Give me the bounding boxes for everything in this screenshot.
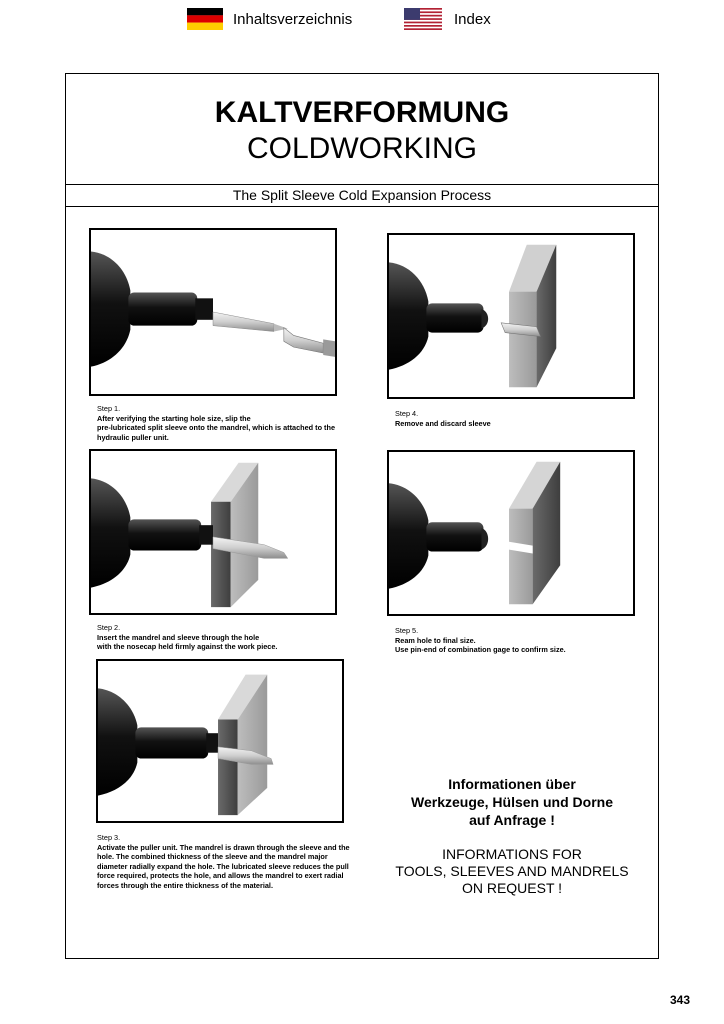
- step-4-caption: [395, 409, 640, 428]
- step-1-illustration: [89, 228, 337, 396]
- step-5-number: Step 5.: [395, 626, 419, 635]
- page-number: 343: [669, 993, 690, 1007]
- step-1-caption: [97, 404, 342, 442]
- info-en-line-1: INFORMATIONS FOR: [442, 846, 582, 862]
- step-2-caption: [97, 623, 342, 652]
- step-2-illustration: [89, 449, 337, 615]
- info-de-line-3: auf Anfrage !: [469, 812, 555, 828]
- step-2-number: Step 2.: [97, 623, 121, 632]
- step-5-illustration: [387, 450, 635, 616]
- step-3-number: Step 3.: [97, 833, 121, 842]
- step-4-illustration: [387, 233, 635, 399]
- usa-flag-icon: [402, 8, 444, 30]
- page-title-german: KALTVERFORMUNG: [214, 96, 510, 129]
- germany-flag-icon: [187, 8, 223, 30]
- ream-hole-illustration: [389, 452, 633, 614]
- step-5-caption: [395, 626, 640, 655]
- remove-sleeve-illustration: [389, 235, 633, 397]
- page-title-english: COLDWORKING: [246, 132, 477, 165]
- step-1-number: Step 1.: [97, 404, 121, 413]
- step-5-text: Ream hole to final size. Use pin-end of combination gage to confirm size.: [395, 635, 566, 654]
- puller-tool-with-plate-illustration: [91, 451, 335, 613]
- nav-english-index[interactable]: [402, 6, 491, 32]
- info-de-line-2: Werkzeuge, Hülsen und Dorne: [411, 794, 613, 810]
- step-4-number: Step 4.: [395, 409, 419, 418]
- puller-tool-expanding-hole-illustration: [98, 661, 342, 821]
- title-section: [66, 74, 658, 185]
- step-4-text: Remove and discard sleeve: [395, 418, 491, 428]
- puller-tool-illustration: [91, 230, 335, 394]
- step-2-text: Insert the mandrel and sleeve through the hole with the nosecap held firmly against the work piece.: [97, 632, 278, 651]
- info-en-line-3: ON REQUEST !: [461, 880, 563, 896]
- nav-german-index[interactable]: [187, 6, 352, 32]
- step-1-text: After verifying the starting hole size, slip the pre-lubricated split sleeve onto the mandrel, which is attached to the hydraulic puller unit.: [97, 413, 336, 442]
- info-request-german: [380, 775, 644, 829]
- nav-english-label: Index: [454, 10, 491, 28]
- step-3-caption: [97, 833, 357, 890]
- page-subtitle: The Split Sleeve Cold Expansion Process: [66, 184, 658, 207]
- step-3-illustration: [96, 659, 344, 823]
- info-de-line-1: Informationen über: [448, 776, 576, 792]
- step-3-text: Activate the puller unit. The mandrel is drawn through the sleeve and the hole. The combined thickness of the sleeve and the mandrel major diameter radially expand the hole. The lubricated sleeve reduces the pull force required, protects the hole, and allows the mandrel to exert radial forces through the entire thickness of the material.: [97, 842, 350, 890]
- nav-german-label: Inhaltsverzeichnis: [233, 10, 353, 28]
- info-en-line-2: TOOLS, SLEEVES AND MANDRELS: [395, 863, 629, 879]
- info-request-english: [380, 846, 644, 897]
